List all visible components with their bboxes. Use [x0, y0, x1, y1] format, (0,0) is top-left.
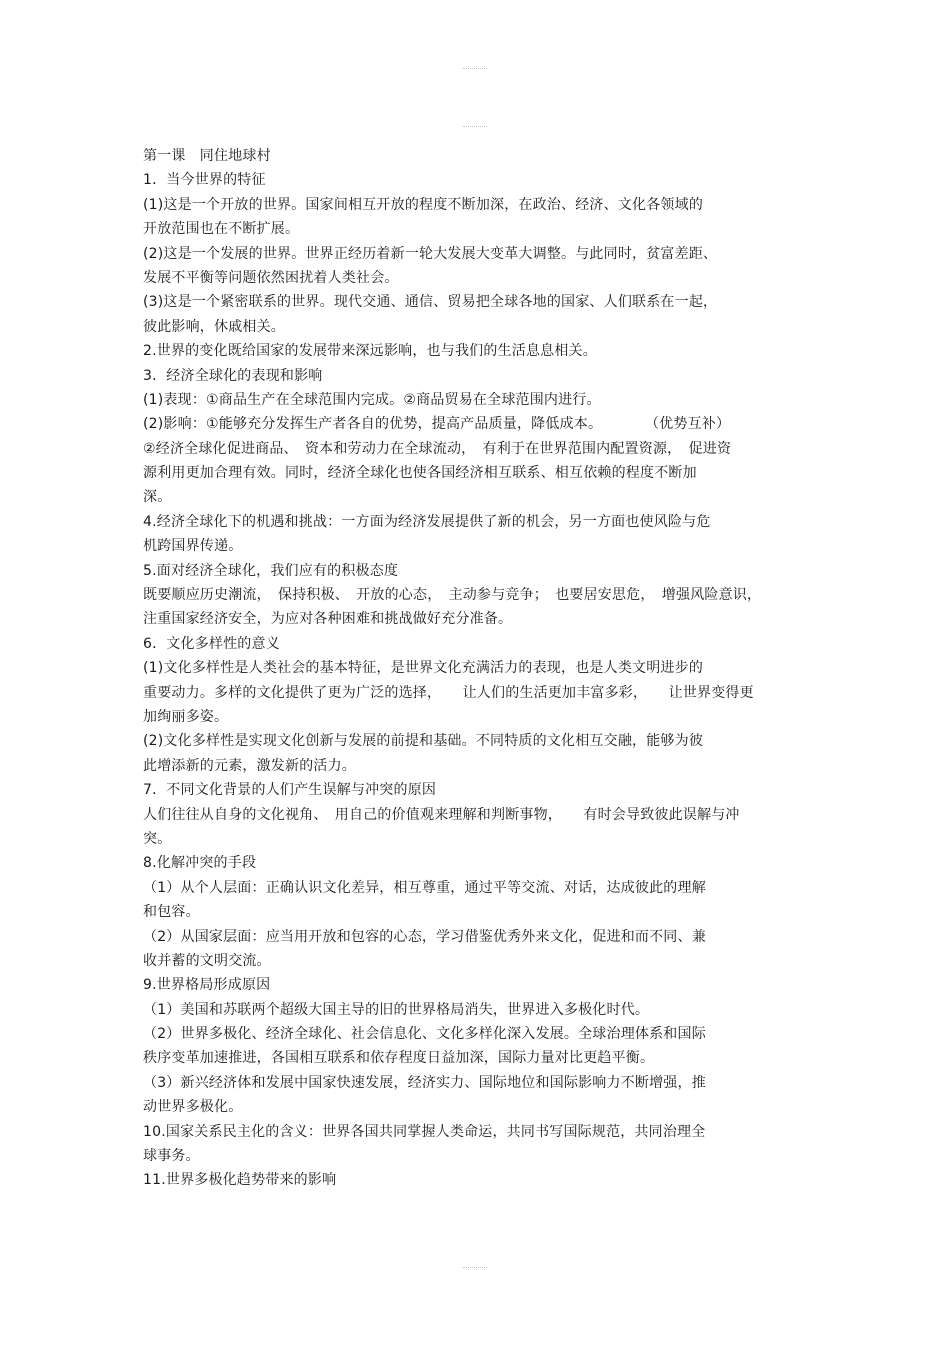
top-header-mark: [463, 126, 487, 127]
text-line: 加绚丽多姿。: [143, 708, 229, 725]
text-line: 动世界多极化。: [143, 1099, 243, 1116]
text-line: 秩序变革加速推进，各国相互联系和依存程度日益加深，国际力量对比更趋平衡。: [143, 1050, 655, 1067]
text-line: 重要动力。多样的文化提供了更为广泛的选择， 让人们的生活更加丰富多彩， 让世界变得更: [143, 684, 754, 701]
text-line: 和包容。: [143, 904, 200, 921]
lesson-title: 第一课 同住地球村: [143, 148, 271, 164]
text-line: 既要顺应历史潮流， 保持积极、 开放的心态， 主动参与竞争； 也要居安思危， 增强风险意识，: [143, 587, 762, 604]
text-line: （3）新兴经济体和发展中国家快速发展，经济实力、国际地位和国际影响力不断增强，推: [143, 1074, 706, 1091]
text-line: 深。: [143, 489, 172, 506]
text-line: （2）从国家层面：应当用开放和包容的心态，学习借鉴优秀外来文化，促进和而不同、兼: [143, 928, 706, 945]
text-line: 源利用更加合理有效。同时，经济全球化也使各国经济相互联系、相互依赖的程度不断加: [143, 465, 697, 482]
text-line: 此增添新的元素，激发新的活力。: [143, 757, 356, 774]
section-heading: 10.国家关系民主化的含义：世界各国共同掌握人类命运，共同书写国际规范，共同治理全: [143, 1123, 706, 1140]
text-line: (2)这是一个发展的世界。世界正经历着新一轮大发展大变革大调整。与此同时，贫富差距、: [143, 245, 718, 262]
text-line: (1)这是一个开放的世界。国家间相互开放的程度不断加深，在政治、经济、文化各领域的: [143, 196, 704, 213]
section-heading: 1．当今世界的特征: [143, 172, 266, 189]
section-heading: 9.世界格局形成原因: [143, 977, 271, 994]
text-line: （1）从个人层面：正确认识文化差异，相互尊重，通过平等交流、对话，达成彼此的理解: [143, 879, 706, 896]
section-heading: 2.世界的变化既给国家的发展带来深远影响，也与我们的生活息息相关。: [143, 343, 597, 360]
text-line: ②经济全球化促进商品、 资本和劳动力在全球流动， 有利于在世界范围内配置资源， 促进资: [143, 440, 732, 457]
text-line: 人们往往从自身的文化视角、 用自己的价值观来理解和判断事物， 有时会导致彼此误解与冲: [143, 806, 740, 823]
text-line: (1)表现：①商品生产在全球范围内完成。②商品贸易在全球范围内进行。: [143, 391, 601, 408]
text-line: (2)影响：①能够充分发挥生产者各自的优势，提高产品质量，降低成本。 （优势互补）: [143, 416, 731, 433]
document-body: [143, 144, 823, 1193]
section-heading: 6．文化多样性的意义: [143, 635, 280, 652]
text-line: 注重国家经济安全，为应对各种困难和挑战做好充分准备。: [143, 611, 513, 628]
text-line: （2）世界多极化、经济全球化、社会信息化、文化多样化深入发展。全球治理体系和国际: [143, 1026, 706, 1043]
section-heading: 4.经济全球化下的机遇和挑战：一方面为经济发展提供了新的机会，另一方面也使风险与危: [143, 513, 711, 530]
text-line: 突。: [143, 830, 172, 847]
section-heading: 11.世界多极化趋势带来的影响: [143, 1172, 337, 1189]
text-line: (2)文化多样性是实现文化创新与发展的前提和基础。不同特质的文化相互交融，能够为彼: [143, 733, 704, 750]
text-line: （1）美国和苏联两个超级大国主导的旧的世界格局消失，世界进入多极化时代。: [143, 1001, 650, 1018]
section-heading: 5.面对经济全球化，我们应有的积极态度: [143, 562, 399, 579]
bottom-footer-mark: [463, 1267, 487, 1268]
text-line: 球事务。: [143, 1148, 200, 1165]
section-heading: 7．不同文化背景的人们产生误解与冲突的原因: [143, 782, 437, 799]
section-heading: 8.化解冲突的手段: [143, 855, 257, 872]
top-header-mark: [463, 68, 487, 69]
text-line: 开放范围也在不断扩展。: [143, 221, 300, 238]
text-line: 发展不平衡等问题依然困扰着人类社会。: [143, 269, 399, 286]
text-line: (1)文化多样性是人类社会的基本特征，是世界文化充满活力的表现，也是人类文明进步的: [143, 660, 704, 677]
text-line: 收并蓄的文明交流。: [143, 952, 271, 969]
section-heading: 3．经济全球化的表现和影响: [143, 367, 323, 384]
text-line: 机跨国界传递。: [143, 538, 243, 555]
text-line: (3)这是一个紧密联系的世界。现代交通、通信、贸易把全球各地的国家、人们联系在一起，: [143, 294, 718, 311]
text-line: 彼此影响，休戚相关。: [143, 318, 285, 335]
